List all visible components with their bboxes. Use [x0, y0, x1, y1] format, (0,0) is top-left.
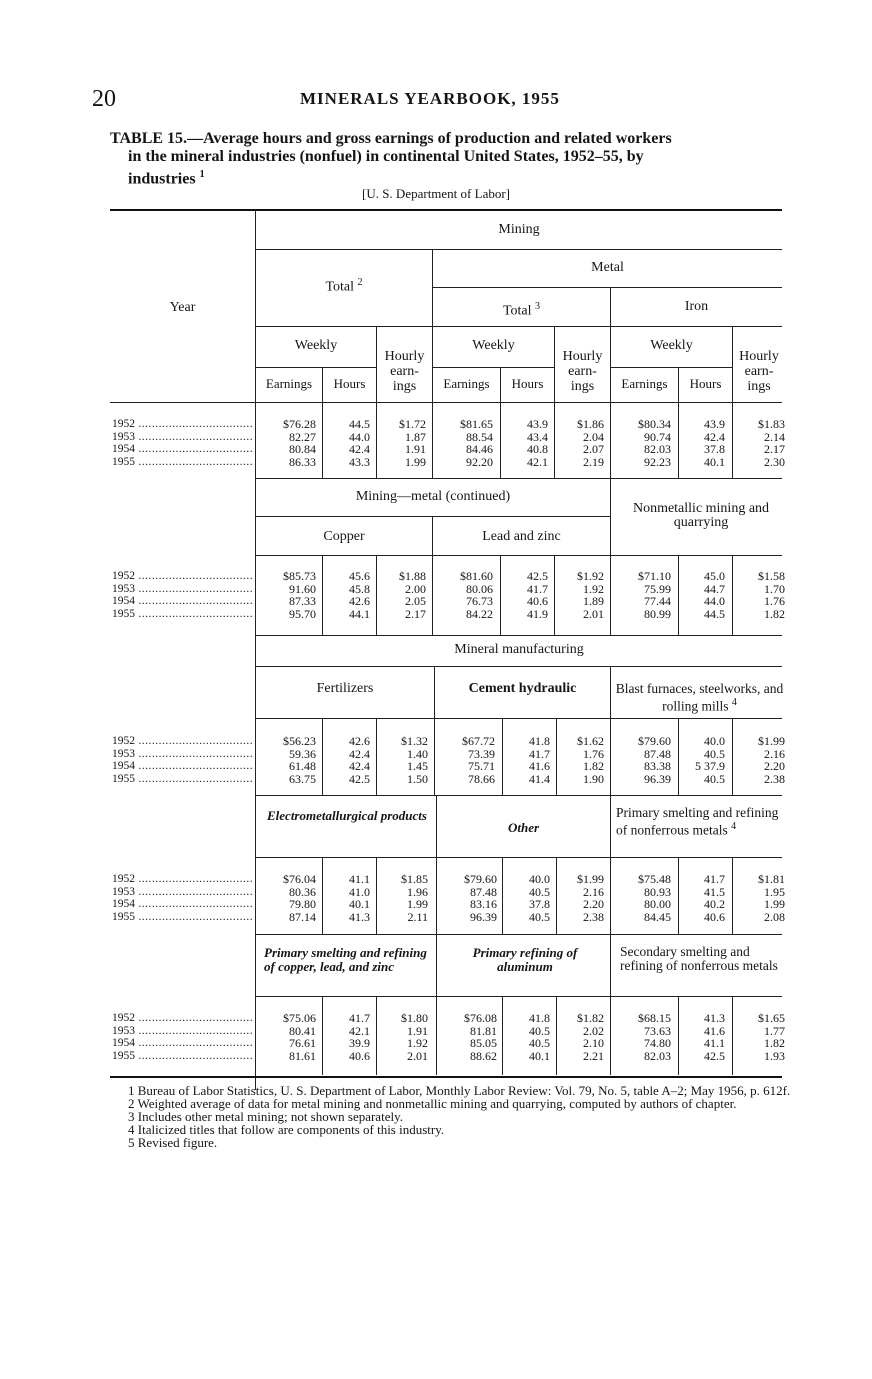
iron-hours-column: 43.9 42.4 37.8 40.1 [704, 417, 725, 469]
footnote-4: 4 Italicized titles that follow are components of this industry. [128, 1122, 445, 1137]
earnings-header: Earnings [265, 376, 313, 391]
electro-hourly-column: $1.85 1.96 1.99 2.11 [401, 872, 428, 924]
table-source: [U. S. Department of Labor] [361, 186, 510, 201]
copper-hours-column: 45.6 45.8 42.6 44.1 [349, 569, 370, 621]
mineral-manufacturing-header: Mineral manufacturing [454, 642, 584, 657]
pc-hours-column: 41.7 42.1 39.9 40.6 [349, 1011, 370, 1063]
pnf-earnings-column: $75.48 80.93 80.00 84.45 [638, 872, 671, 924]
sec-hours-column: 41.3 41.6 41.1 42.5 [704, 1011, 725, 1063]
earnings-header: Earnings [443, 376, 490, 391]
pnf-hourly-column: $1.81 1.95 1.99 2.08 [758, 872, 785, 924]
pa-earnings-column: $76.08 81.81 85.05 88.62 [464, 1011, 497, 1063]
year-header: Year [169, 300, 196, 315]
pnf-hours-column: 41.7 41.5 40.2 40.6 [704, 872, 725, 924]
primary-aluminum-header: Primary refining of aluminum [472, 945, 578, 974]
copper-earnings-column: $85.73 91.60 87.33 95.70 [283, 569, 316, 621]
other-earnings-column: $79.60 87.48 83.16 96.39 [464, 872, 497, 924]
year-labels-block1: 1952 ..... 1953 ..... 1954 ..... 1955 ..... [112, 418, 254, 468]
other-hours-column: 40.0 40.5 37.8 40.5 [529, 872, 550, 924]
metal-hourly-column: $1.86 2.04 2.07 2.19 [577, 417, 604, 469]
sec-earnings-column: $68.15 73.63 74.80 82.03 [638, 1011, 671, 1063]
hours-header: Hours [511, 376, 544, 391]
nonmetallic-header: Nonmetallic mining and quarrying [632, 501, 770, 530]
page-number: 20 [92, 86, 116, 112]
iron-hourly-column: $1.83 2.14 2.17 2.30 [758, 417, 785, 469]
table-title-line3: industries [128, 170, 196, 188]
copper-header: Copper [323, 529, 365, 544]
table-label: TABLE 15. [110, 130, 188, 147]
hourly-earnings-header: Hourly earn- ings [739, 349, 779, 394]
sec-hourly-column: $1.65 1.77 1.82 1.93 [758, 1011, 785, 1063]
secondary-smelting-header: Secondary smelting and refining of nonferrous metals [620, 944, 778, 973]
year-labels-block4: 1952 ..... 1953 ..... 1954 ..... 1955 ..... [112, 873, 254, 923]
year-labels-block2: 1952 ..... 1953 ..... 1954 ..... 1955 ..... [112, 570, 254, 620]
hours-header: Hours [333, 376, 366, 391]
metal-hours-column: 43.9 43.4 40.8 42.1 [527, 417, 548, 469]
footnote-2: 2 Weighted average of data for metal mining and nonmetallic mining and quarrying, computed by authors of chapter. [128, 1096, 737, 1111]
blast-hours-column: 40.0 40.5 5 37.9 40.5 [695, 734, 725, 786]
electrometallurgical-header: Electrometallurgical products [267, 808, 427, 823]
fert-earnings-column: $56.23 59.36 61.48 63.75 [283, 734, 316, 786]
weekly-header: Weekly [650, 338, 693, 353]
iron-header: Iron [684, 299, 709, 314]
metal-earnings-column: $81.65 88.54 84.46 92.20 [460, 417, 493, 469]
blast-furnaces-header: Blast furnaces, steelworks, and rolling mills $^4$ [615, 681, 784, 714]
footnote-3: 3 Includes other metal mining; not shown separately. [128, 1109, 403, 1124]
fertilizers-header: Fertilizers [316, 681, 374, 696]
weekly-header: Weekly [472, 338, 515, 353]
table-title-line2: in the mineral industries (nonfuel) in continental United States, 1952–55, by [128, 148, 644, 165]
lead-hourly-column: $1.92 1.92 1.89 2.01 [577, 569, 604, 621]
cement-hours-column: 41.8 41.7 41.6 41.4 [529, 734, 550, 786]
electro-hours-column: 41.1 41.0 40.1 41.3 [349, 872, 370, 924]
other-hourly-column: $1.99 2.16 2.20 2.38 [577, 872, 604, 924]
table-title-line1: —Average hours and gross earnings of production and related workers [187, 130, 672, 147]
total-all-header: Total $^2$ [325, 277, 363, 295]
electro-earnings-column: $76.04 80.36 79.80 87.14 [283, 872, 316, 924]
lead-hours-column: 42.5 41.7 40.6 41.9 [527, 569, 548, 621]
iron-earnings-column: $80.34 90.74 82.03 92.23 [638, 417, 671, 469]
pa-hours-column: 41.8 40.5 40.5 40.1 [529, 1011, 550, 1063]
fert-hours-column: 42.6 42.4 42.4 42.5 [349, 734, 370, 786]
metal-header: Metal [591, 260, 624, 275]
total-hourly-column: $1.72 1.87 1.91 1.99 [399, 417, 426, 469]
total-earnings-column: $76.28 82.27 80.84 86.33 [283, 417, 316, 469]
hourly-earnings-header: Hourly earn- ings [384, 349, 425, 394]
primary-copper-lead-zinc-header: Primary smelting and refining of copper, lead, and zinc [264, 945, 427, 974]
year-labels-block3: 1952 ..... 1953 ..... 1954 ..... 1955 ..... [112, 735, 254, 785]
year-labels-block5: 1952 ..... 1953 ..... 1954 ..... 1955 ..... [112, 1012, 254, 1062]
earnings-header: Earnings [621, 376, 668, 391]
table-title [110, 130, 790, 188]
table-title-note: 1 [199, 169, 205, 180]
footnotes [120, 1084, 800, 1149]
mining-header: Mining [498, 222, 540, 237]
pc-hourly-column: $1.80 1.91 1.92 2.01 [401, 1011, 428, 1063]
cement-hourly-column: $1.62 1.76 1.82 1.90 [577, 734, 604, 786]
pc-earnings-column: $75.06 80.41 76.61 81.61 [283, 1011, 316, 1063]
running-title: MINERALS YEARBOOK, 1955 [300, 89, 560, 108]
mining-metal-continued-header: Mining—metal (continued) [355, 489, 511, 504]
copper-hourly-column: $1.88 2.00 2.05 2.17 [399, 569, 426, 621]
pa-hourly-column: $1.82 2.02 2.10 2.21 [577, 1011, 604, 1063]
fert-hourly-column: $1.32 1.40 1.45 1.50 [401, 734, 428, 786]
footnote-1: 1 Bureau of Labor Statistics, U. S. Department of Labor, Monthly Labor Review: Vol. 79, No. 5, table A–2; May 1956, p. 612f. [128, 1083, 791, 1098]
total-hours-column: 44.5 44.0 42.4 43.3 [349, 417, 370, 469]
nonmet-earnings-column: $71.10 75.99 77.44 80.99 [638, 569, 671, 621]
lead-zinc-header: Lead and zinc [482, 529, 561, 544]
blast-earnings-column: $79.60 87.48 83.38 96.39 [638, 734, 671, 786]
other-header: Other [507, 820, 540, 835]
hours-header: Hours [689, 376, 722, 391]
nonmet-hourly-column: $1.58 1.70 1.76 1.82 [758, 569, 785, 621]
cement-earnings-column: $67.72 73.39 75.71 78.66 [462, 734, 495, 786]
weekly-header: Weekly [294, 338, 338, 353]
footnote-5: 5 Revised figure. [128, 1135, 218, 1150]
blast-hourly-column: $1.99 2.16 2.20 2.38 [758, 734, 785, 786]
primary-nonferrous-header: Primary smelting and refining of nonferrous metals $^4$ [616, 805, 779, 838]
lead-earnings-column: $81.60 80.06 76.73 84.22 [460, 569, 493, 621]
cement-header: Cement hydraulic [468, 681, 577, 696]
nonmet-hours-column: 45.0 44.7 44.0 44.5 [704, 569, 725, 621]
hourly-earnings-header: Hourly earn- ings [562, 349, 603, 394]
metal-total-header: Total $^3$ [502, 301, 541, 319]
